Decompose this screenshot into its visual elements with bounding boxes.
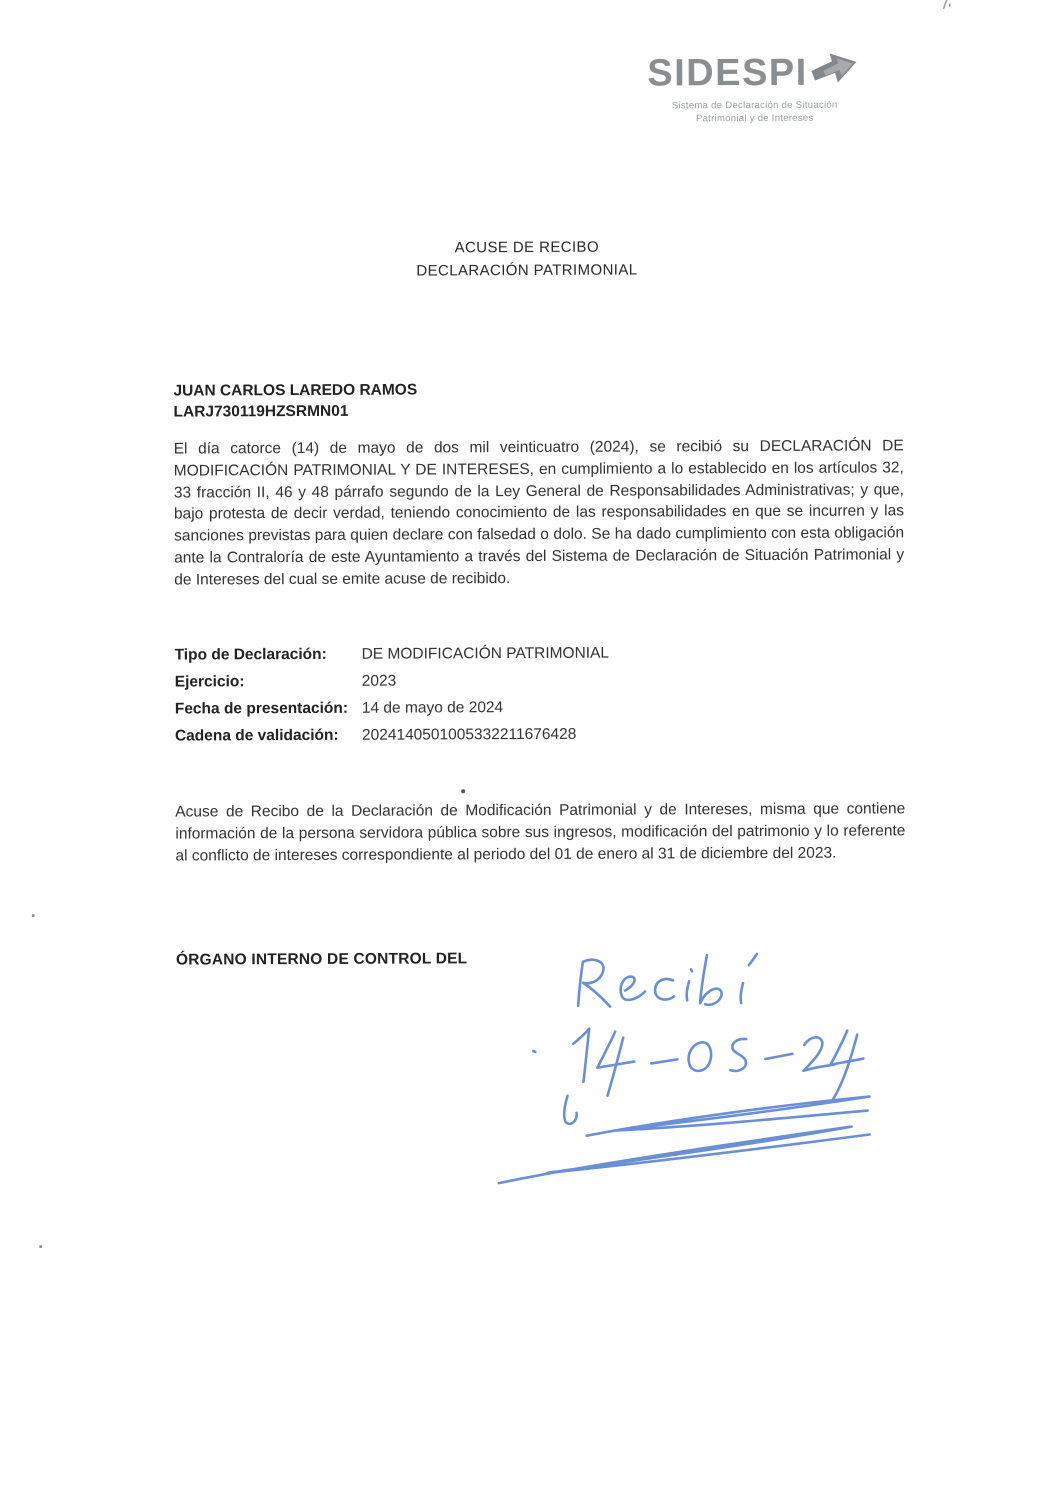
- sidespi-logo: [642, 51, 867, 126]
- scan-speck-group: [461, 789, 465, 793]
- handwriting-ink-group: [498, 954, 870, 1184]
- field-label: Tipo de Declaración:: [174, 645, 327, 664]
- handwritten-annotation: [0, 0, 1055, 2]
- document-title: [0, 234, 1056, 285]
- scan-artifact: [32, 914, 35, 917]
- office-heading: ÓRGANO INTERNO DE CONTROL DEL: [175, 950, 468, 969]
- body-paragraph: El día catorce (14) de mayo de dos mil veinticuatro (2024), se recibió su DECLARACIÓN DE MODIFICACIÓN PATRIMONIAL Y DE INTERESES, en cumplimiento a lo establecido en los artículos 32, 33 fracción II, 46 y 48 párrafo segundo de la Ley General de Responsabilidades Administrativas; y que, bajo protesta de decir verdad, teniendo conocimiento de las responsabilidades en que se incurren y las sanciones previstas para quien declare con falsedad o dolo. Se ha dado cumplimiento con esta obligación ante la Contraloría de este Ayuntamiento a través del Sistema de Declaración de Situación Patrimonial y de Intereses del cual se emite acuse de recibido.: [173, 437, 905, 589]
- field-label: Ejercicio:: [174, 673, 245, 691]
- scan-artifact: [39, 1245, 42, 1248]
- field-label: Cadena de validación:: [174, 726, 339, 745]
- logo-tagline-line2: Patrimonial y de Intereses: [695, 112, 814, 125]
- arrow-right-icon: [806, 42, 865, 95]
- recipient-name: JUAN CARLOS LAREDO RAMOS: [173, 381, 418, 400]
- field-row-tipo: [175, 643, 905, 673]
- title-line1: ACUSE DE RECIBO: [454, 238, 600, 257]
- field-value: 14 de mayo de 2024: [361, 699, 504, 717]
- field-value: 2023: [361, 672, 397, 690]
- field-label: Fecha de presentación:: [174, 699, 349, 718]
- declaration-fields: [175, 643, 905, 754]
- logo-tagline-line1: Sistema de Declaración de Situación: [671, 99, 838, 112]
- logo-tagline: [642, 99, 867, 126]
- field-value: DE MODIFICACIÓN PATRIMONIAL: [361, 644, 610, 663]
- field-row-fecha: [175, 697, 905, 727]
- field-row-ejercicio: [175, 670, 905, 700]
- closing-paragraph: Acuse de Recibo de la Declaración de Modificación Patrimonial y de Intereses, misma que contiene información de la persona servidora pública sobre sus ingresos, modificación del patrimonio y lo referente al conflicto de intereses correspondiente al periodo del 01 de enero al 31 de diciembre del 2023.: [175, 800, 906, 865]
- field-value: 2024140501005332211676428: [361, 725, 577, 744]
- title-line2: DECLARACIÓN PATRIMONIAL: [416, 261, 638, 280]
- recipient-block: [173, 377, 903, 422]
- logo-wordmark: SIDESPI: [647, 51, 808, 94]
- field-row-cadena: [175, 724, 905, 754]
- recipient-id: LARJ730119HZSRMN01: [173, 402, 349, 421]
- corner-mark-group: [944, 0, 950, 8]
- logo-row: [642, 51, 867, 96]
